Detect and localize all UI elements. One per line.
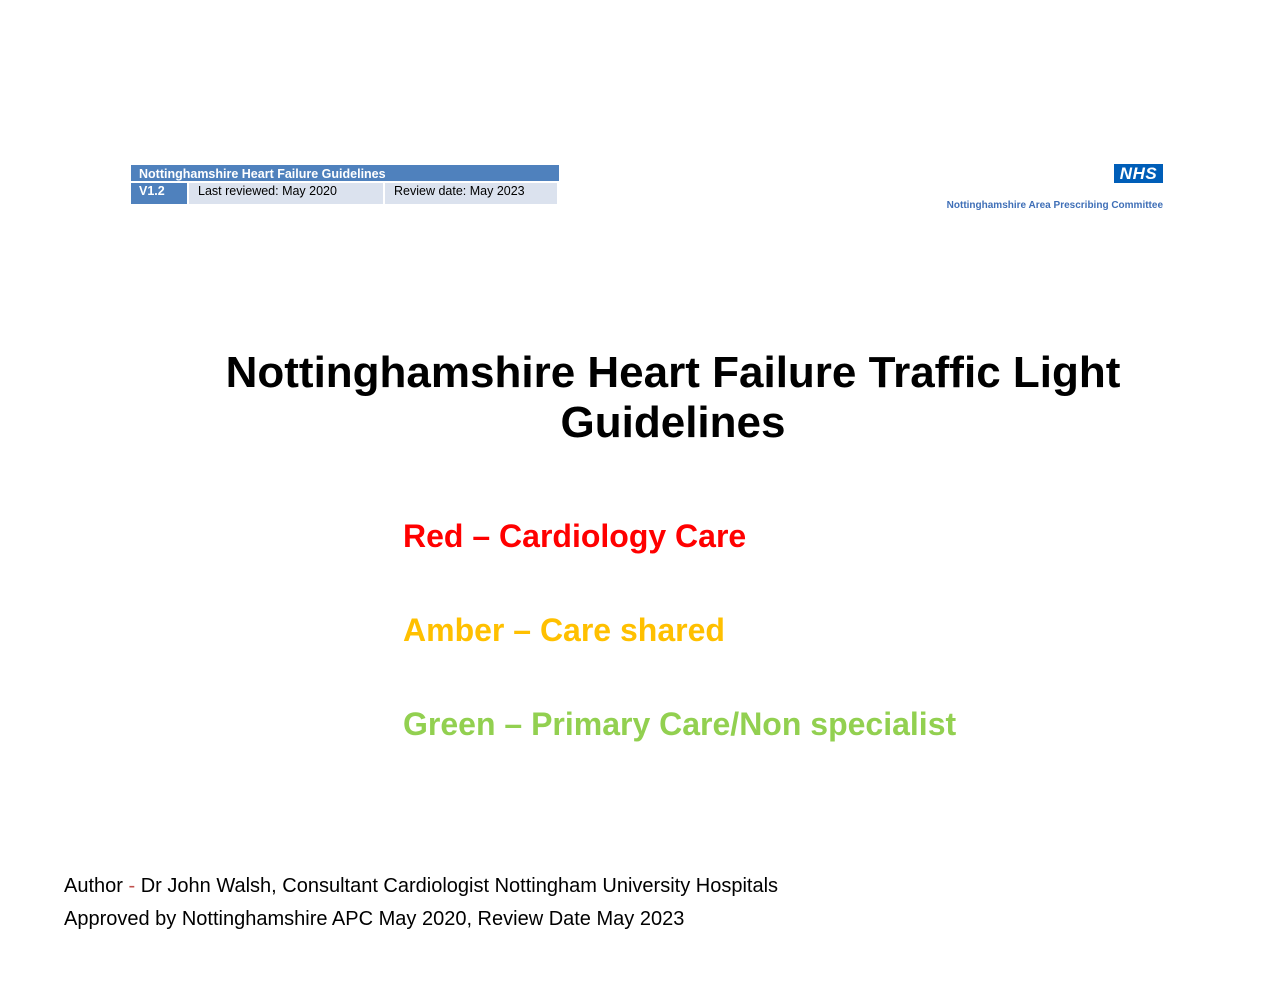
nhs-logo-subtitle: Nottinghamshire Area Prescribing Committee [946, 200, 1163, 211]
page-title-line-2: Guidelines [560, 398, 786, 447]
author-line [64, 870, 778, 903]
guideline-info-title: Nottinghamshire Heart Failure Guidelines [131, 165, 559, 181]
approval-line: Approved by Nottinghamshire APC May 2020, Review Date May 2023 [64, 908, 685, 930]
review-date-cell: Review date: May 2023 [385, 183, 557, 204]
traffic-light-legend [403, 513, 956, 795]
author-text: Dr John Walsh, Consultant Cardiologist Nottingham University Hospitals [140, 875, 779, 897]
footer [64, 870, 778, 936]
legend-item-red: Red – Cardiology Care [403, 518, 747, 554]
legend-item-green: Green – Primary Care/Non specialist [403, 706, 957, 742]
author-dash: - [128, 875, 136, 897]
page-title-line-1: Nottinghamshire Heart Failure Traffic Light [225, 348, 1121, 397]
version-cell: V1.2 [131, 183, 187, 204]
page-title [190, 348, 1156, 448]
last-reviewed-cell: Last reviewed: May 2020 [189, 183, 383, 204]
guideline-info-details [131, 183, 559, 204]
author-prefix: Author [64, 875, 123, 897]
nhs-logo: NHS [1114, 164, 1163, 183]
guideline-info-table [131, 165, 559, 204]
legend-item-amber: Amber – Care shared [403, 612, 725, 648]
